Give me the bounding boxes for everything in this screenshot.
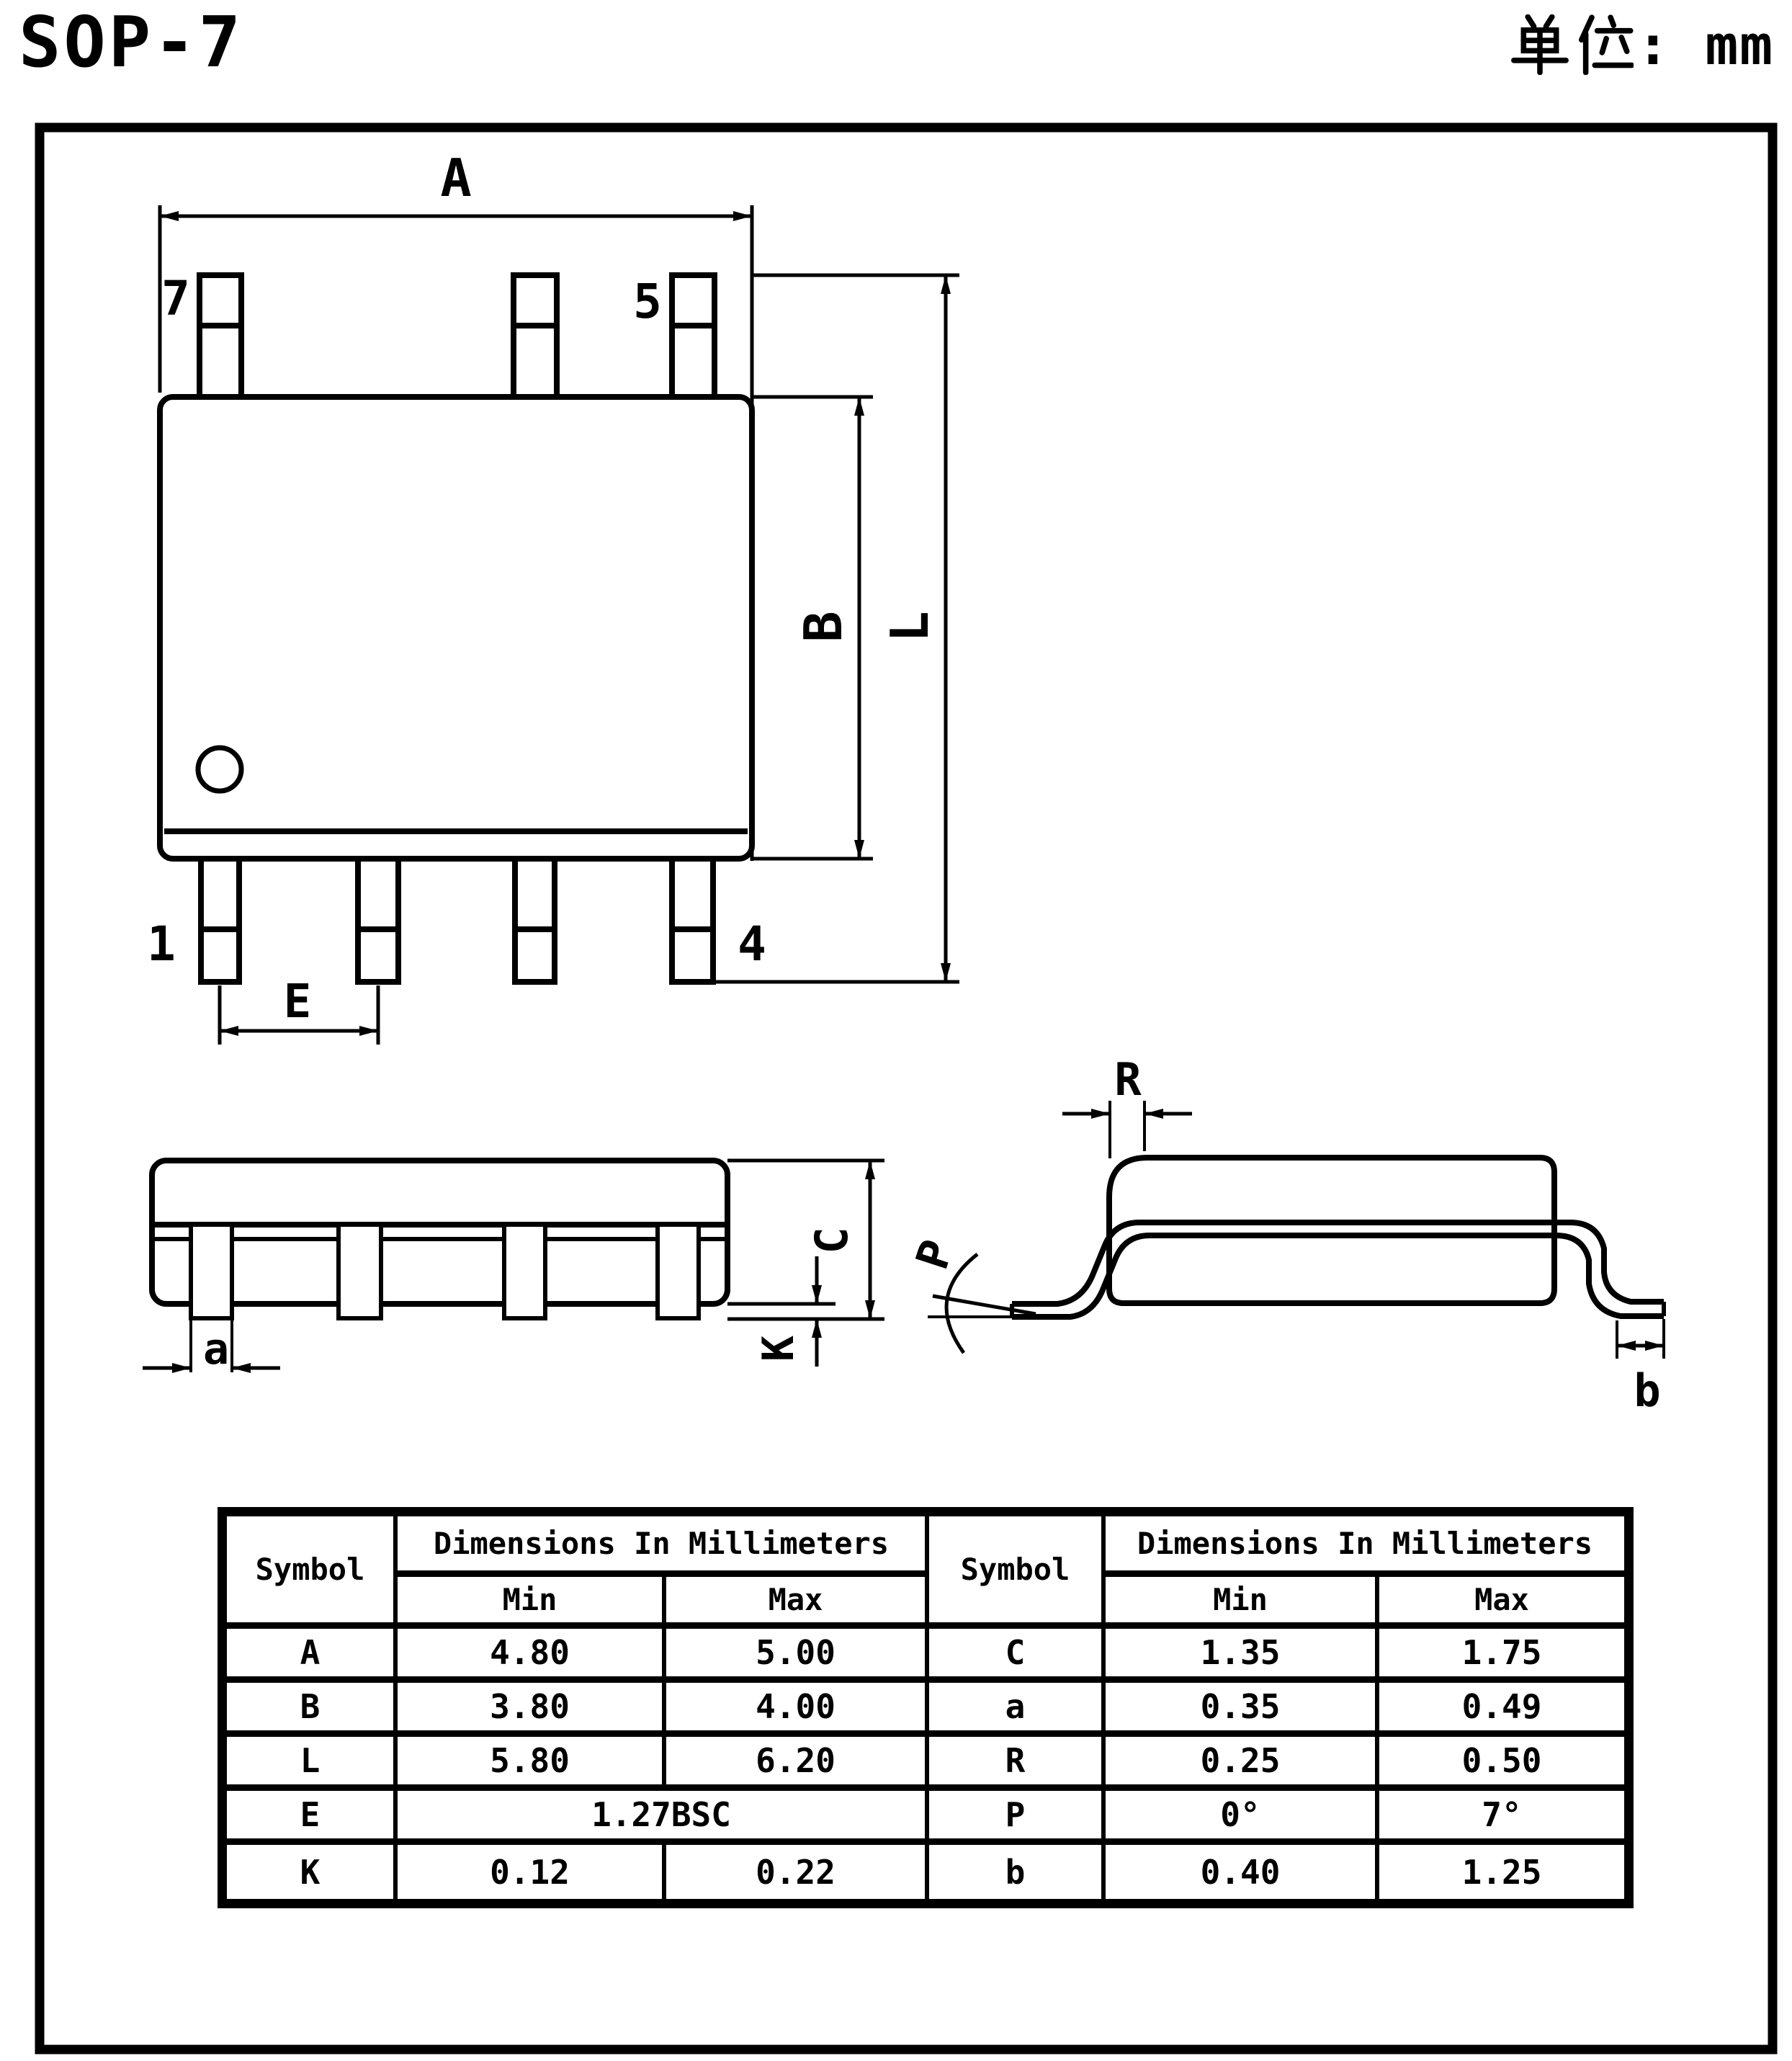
table-cell-max: 1.75 xyxy=(1379,1629,1624,1683)
package-body-end-view xyxy=(1109,1158,1554,1303)
table-cell-min: 5.80 xyxy=(398,1737,666,1791)
dim-label-b: b xyxy=(1634,1364,1661,1417)
pin-label-5: 5 xyxy=(633,274,662,329)
table-cell-symbol: C xyxy=(929,1629,1106,1683)
table-cell-symbol: R xyxy=(929,1737,1106,1791)
dimension-A xyxy=(160,205,752,861)
table-cell-max: 0.50 xyxy=(1379,1737,1624,1791)
pin-label-4: 4 xyxy=(738,916,766,972)
dim-label-C: C xyxy=(805,1227,858,1254)
package-body-side-view xyxy=(152,1161,727,1304)
dim-label-L: L xyxy=(879,611,940,643)
table-header-dims-left: Dimensions In Millimeters xyxy=(398,1516,929,1577)
dimension-b xyxy=(1617,1319,1664,1359)
dim-label-A: A xyxy=(440,148,472,208)
table-cell-symbol: E xyxy=(227,1791,398,1845)
table-cell-min: 3.80 xyxy=(398,1683,666,1737)
table-header-symbol-left: Symbol xyxy=(227,1516,398,1629)
bottom-pins xyxy=(201,859,713,982)
table-cell-max: 6.20 xyxy=(666,1737,929,1791)
table-cell-min: 0.40 xyxy=(1106,1845,1379,1899)
side-view xyxy=(143,1161,884,1374)
unit-suffix: : mm xyxy=(1636,12,1775,77)
table-cell-max: 5.00 xyxy=(666,1629,929,1683)
table-cell-symbol: B xyxy=(227,1683,398,1737)
dim-label-P: P xyxy=(905,1233,964,1276)
table-cell-symbol: K xyxy=(227,1845,398,1899)
table-cell-min: 0.35 xyxy=(1106,1683,1379,1737)
dimension-R xyxy=(1062,1101,1192,1158)
package-body-top-view xyxy=(160,397,752,859)
table-cell-max: 1.25 xyxy=(1461,1852,1542,1892)
pin-label-1: 1 xyxy=(147,916,176,972)
table-cell-min: 4.80 xyxy=(398,1629,666,1683)
table-header-dims-right: Dimensions In Millimeters xyxy=(1106,1516,1624,1577)
dim-label-a: a xyxy=(202,1324,230,1374)
table-cell-min: 0.12 xyxy=(398,1845,666,1899)
table-cell-max: 7° xyxy=(1379,1791,1624,1845)
table-header-max-left: Max xyxy=(666,1577,929,1629)
dim-label-E: E xyxy=(283,975,312,1029)
table-cell-span-value: 1.27BSC xyxy=(398,1791,929,1845)
table-cell-symbol: A xyxy=(227,1629,398,1683)
table-cell-symbol: L xyxy=(227,1737,398,1791)
table-header-max-right: Max xyxy=(1379,1577,1624,1629)
table-cell-min: 1.35 xyxy=(1106,1629,1379,1683)
dimension-K xyxy=(727,1256,884,1367)
table-cell-max: 0.22 xyxy=(666,1845,929,1899)
table-cell-max: 4.00 xyxy=(666,1683,929,1737)
table-cell-min: 0.25 xyxy=(1106,1737,1379,1791)
table-header-min-left: Min xyxy=(398,1577,666,1629)
dim-label-B: B xyxy=(793,611,854,643)
pin1-indicator-dot xyxy=(198,748,241,791)
pin-label-7: 7 xyxy=(161,271,190,326)
dimension-table xyxy=(218,1507,1634,1908)
table-header-symbol-right: Symbol xyxy=(929,1516,1106,1629)
table-cell-symbol: P xyxy=(929,1791,1106,1845)
table-cell-symbol: b xyxy=(929,1845,1106,1899)
table-cell-max: 0.49 xyxy=(1379,1683,1624,1737)
dim-label-K: K xyxy=(753,1335,804,1362)
table-cell-min: 0° xyxy=(1106,1791,1379,1845)
dim-label-R: R xyxy=(1114,1053,1142,1106)
table-header-min-right: Min xyxy=(1106,1577,1379,1629)
table-cell-symbol: a xyxy=(929,1683,1106,1737)
top-view xyxy=(147,148,959,1045)
page-title: SOP-7 xyxy=(19,1,243,83)
end-view xyxy=(905,1053,1664,1417)
